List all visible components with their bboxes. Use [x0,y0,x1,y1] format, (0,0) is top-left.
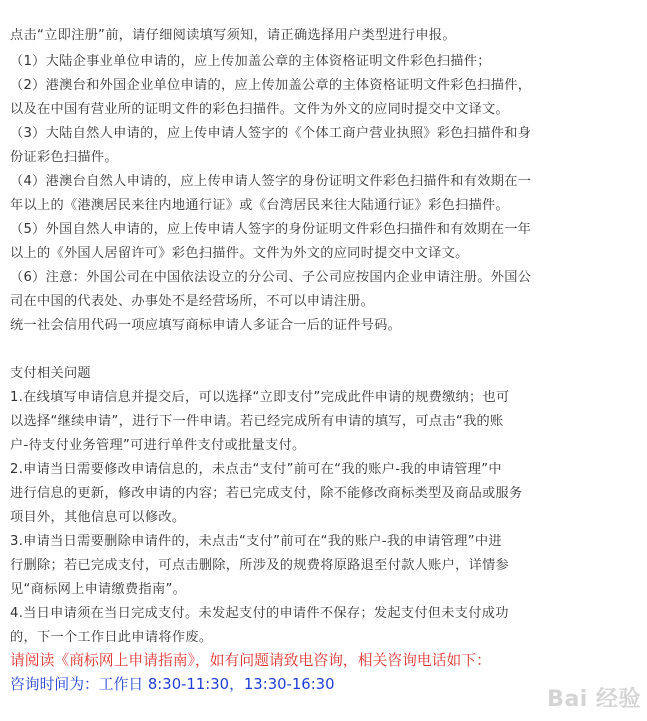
notice-line: （3）大陆自然人申请的，应上传申请人签字的《个体工商户营业执照》彩色扫描件和身 [10,126,532,141]
consult-hours-line: 咨询时间为：工作日 8:30-11:30，13:30-16:30 [10,676,335,693]
payment-line: 的，下一个工作日此申请将作废。 [10,630,213,645]
notice-line: 年以上的《港澳居民来往内地通行证》或《台湾居民来往大陆通行证》彩色扫描件。 [10,198,510,213]
notice-line: （5）外国自然人申请的，应上传申请人签字的身份证明文件彩色扫描件和有效期在一年 [10,222,532,237]
contact-guide-line: 请阅读《商标网上申请指南》，如有问题请致电咨询，相关咨询电话如下： [10,652,491,669]
payment-line: 2.申请当日需要修改申请信息的，未点击“支付”前可在“我的账户-我的申请管理”中 [10,462,502,477]
notice-line: （1）大陆企事业单位申请的，应上传加盖公章的主体资格证明文件彩色扫描件； [10,54,491,69]
notice-line: 统一社会信用代码一项应填写商标申请人多证合一后的证件号码。 [10,318,402,333]
payment-line: 4.当日申请须在当日完成支付。未发起支付的申请件不保存；发起支付但未支付成功 [10,606,509,621]
payment-line: 户-待支付业务管理”可进行单件支付或批量支付。 [10,438,306,453]
notice-line: 以上的《外国人居留许可》彩色扫描件。文件为外文的应同时提交中文译文。 [10,246,469,261]
payment-heading: 支付相关问题 [10,366,91,381]
notice-line: （2）港澳台和外国企业单位申请的，应上传加盖公章的主体资格证明文件彩色扫描件， [10,78,532,93]
payment-line: 行删除；若已完成支付，可点击删除，所涉及的规费将原路退至付款人账户，详情参 [10,558,510,573]
notice-line: （6）注意：外国公司在中国依法设立的分公司、子公司应按国内企业申请注册。外国公 [10,270,532,285]
payment-line: 见“商标网上申请缴费指南”。 [10,582,187,597]
notice-intro: 点击“立即注册”前，请仔细阅读填写须知，请正确选择用户类型进行申报。 [10,28,456,43]
payment-line: 以选择“继续申请”，进行下一件申请。若已经完成所有申请的填写，可点击“我的账 [10,414,504,429]
watermark-logo: Bai 经验 [547,687,641,712]
payment-line: 项目外，其他信息可以修改。 [10,510,186,525]
payment-line: 3.申请当日需要删除申请件的，未点击“支付”前可在“我的账户-我的申请管理”中进 [10,534,502,549]
notice-line: 以及在中国有营业所的证明文件的彩色扫描件。文件为外文的应同时提交中文译文。 [10,102,510,117]
notice-line: 司在中国的代表处、办事处不是经营场所，不可以申请注册。 [10,294,375,309]
notice-line: 份证彩色扫描件。 [10,150,118,165]
payment-line: 1.在线填写申请信息并提交后，可以选择“立即支付”完成此件申请的规费缴纳；也可 [10,390,510,405]
payment-line: 进行信息的更新，修改申请的内容；若已完成支付，除不能修改商标类型及商品或服务 [10,486,523,501]
notice-line: （4）港澳台自然人申请的，应上传申请人签字的身份证明文件彩色扫描件和有效期在一 [10,174,532,189]
